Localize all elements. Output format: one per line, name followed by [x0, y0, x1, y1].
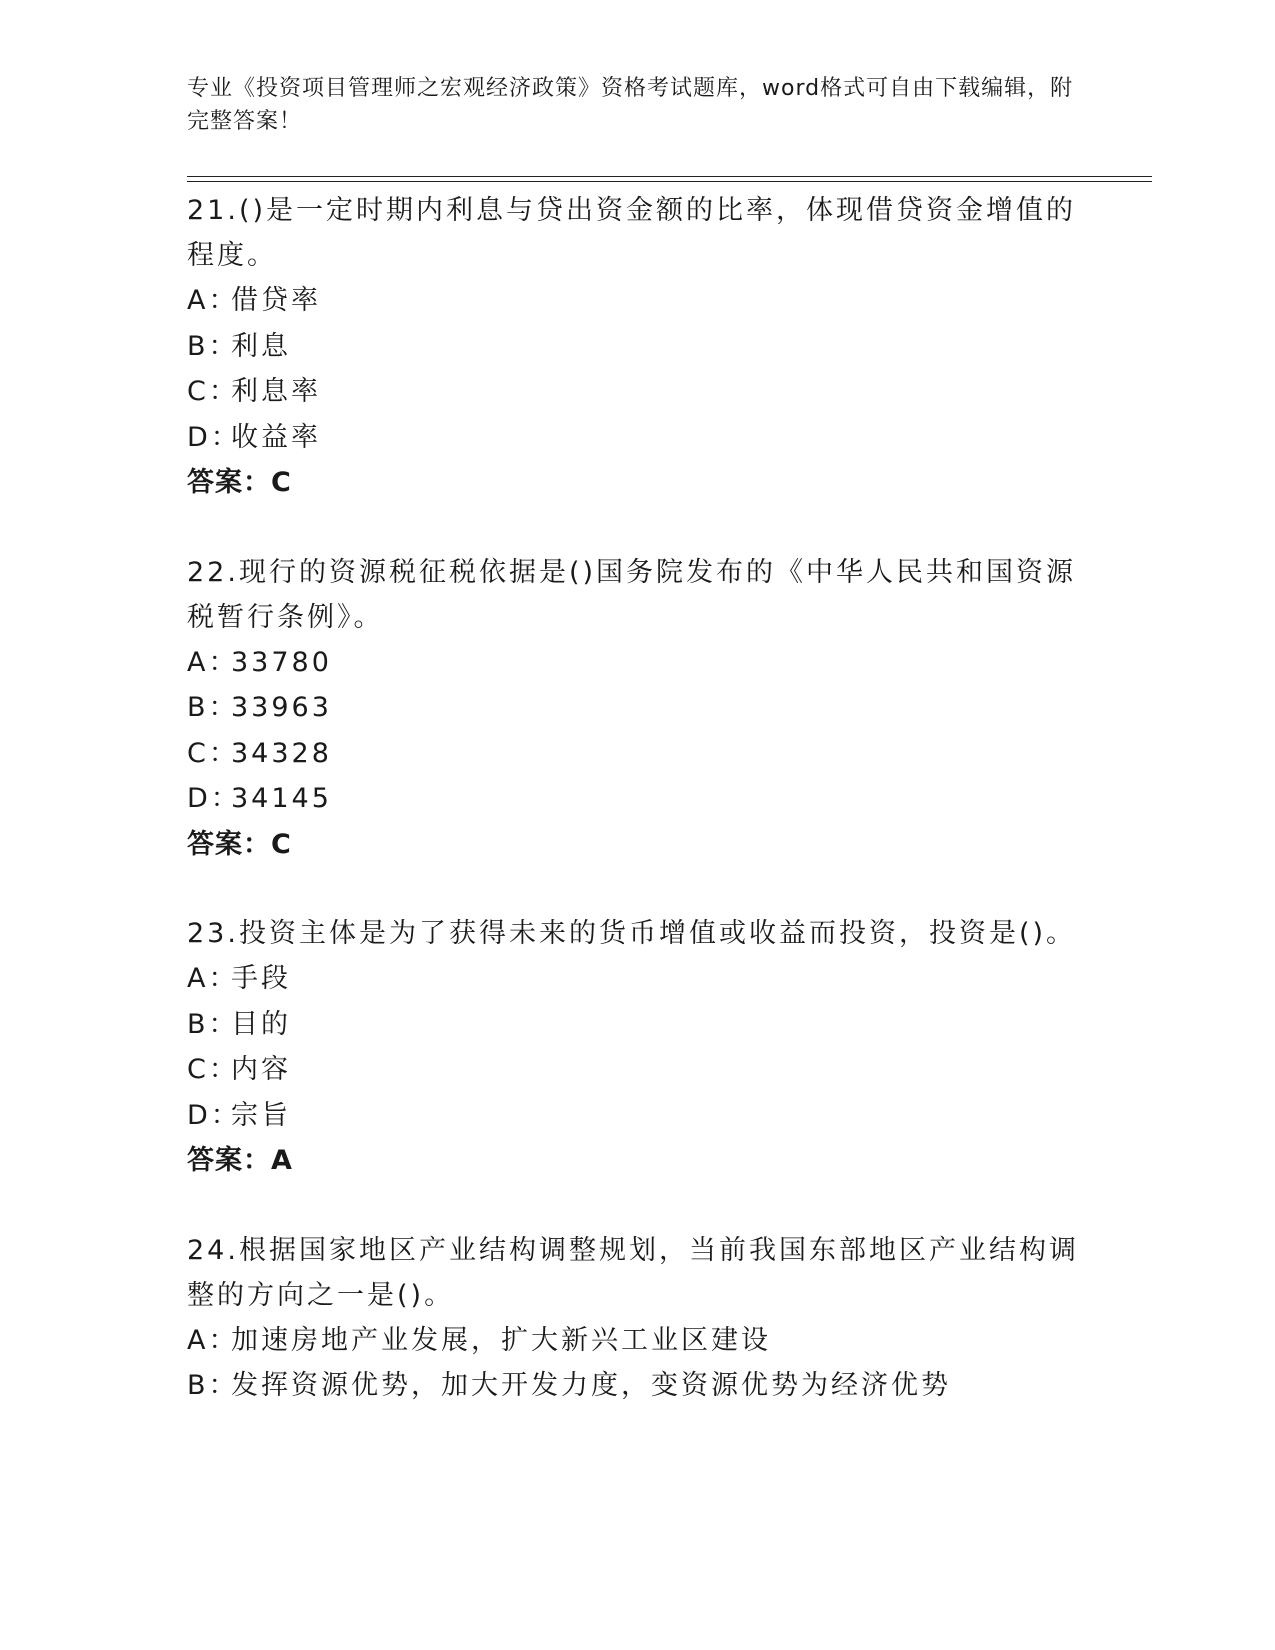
- option-text: 收益率: [231, 421, 321, 453]
- question-text: 21.()是一定时期内利息与贷出资金额的比率，体现借贷资金增值的程度。: [187, 195, 1077, 271]
- option-b: [187, 1002, 1087, 1048]
- option-letter: A：: [187, 285, 239, 316]
- header-divider-top: [187, 176, 1152, 177]
- option-text: 33780: [231, 646, 332, 678]
- option-text: 宗旨: [231, 1099, 291, 1131]
- option-d: [187, 776, 1087, 822]
- option-letter: A：: [187, 963, 239, 994]
- option-letter: D：: [187, 783, 241, 814]
- option-letter: B：: [187, 330, 239, 362]
- option-a: [187, 640, 1087, 686]
- option-text: 借贷率: [231, 285, 321, 316]
- option-text: 利息率: [231, 376, 321, 407]
- option-letter: C：: [187, 1054, 239, 1085]
- option-d: [187, 415, 1087, 461]
- question-22: [187, 550, 1087, 868]
- option-letter: B：: [187, 1008, 239, 1040]
- question-21: [187, 188, 1087, 506]
- option-letter: B：: [187, 692, 239, 723]
- option-text: 发挥资源优势，加大开发力度，变资源优势为经济优势: [231, 1370, 951, 1401]
- option-text: 33963: [231, 692, 332, 723]
- option-b: [187, 685, 1087, 731]
- header-divider-bottom: [187, 181, 1152, 182]
- option-a: [187, 278, 1087, 324]
- option-text: 目的: [231, 1008, 291, 1040]
- option-letter: A：: [187, 1324, 239, 1356]
- option-b: [187, 1363, 1087, 1409]
- question-spacer: [187, 506, 1087, 550]
- option-a: [187, 1318, 1087, 1364]
- option-letter: B：: [187, 1370, 239, 1401]
- option-text: 手段: [231, 963, 291, 994]
- option-text: 加速房地产业发展，扩大新兴工业区建设: [231, 1324, 771, 1356]
- question-list: [187, 188, 1087, 1409]
- answer-label: 答案：A: [187, 1145, 293, 1176]
- option-text: 内容: [231, 1054, 291, 1085]
- option-d: [187, 1093, 1087, 1139]
- option-c: [187, 1047, 1087, 1093]
- option-letter: D：: [187, 421, 241, 453]
- question-spacer: [187, 1184, 1087, 1228]
- option-c: [187, 369, 1087, 415]
- option-text: 34145: [231, 783, 332, 814]
- document-intro: 专业《投资项目管理师之宏观经济政策》资格考试题库，word格式可自由下载编辑，附完整答案！: [187, 76, 1074, 134]
- answer-label: 答案：C: [187, 828, 292, 860]
- option-letter: A：: [187, 646, 239, 678]
- question-spacer: [187, 867, 1087, 911]
- question-24: [187, 1228, 1087, 1409]
- option-letter: C：: [187, 376, 239, 407]
- answer-label: 答案：C: [187, 467, 292, 498]
- question-text: 22.现行的资源税征税依据是()国务院发布的《中华人民共和国资源税暂行条例》。: [187, 556, 1077, 633]
- question-23: [187, 911, 1087, 1184]
- option-letter: D：: [187, 1099, 241, 1131]
- option-a: [187, 956, 1087, 1002]
- option-letter: C：: [187, 737, 239, 769]
- option-text: 利息: [231, 330, 291, 362]
- option-text: 34328: [231, 737, 332, 769]
- question-text: 23.投资主体是为了获得未来的货币增值或收益而投资，投资是()。: [187, 918, 1077, 949]
- option-b: [187, 324, 1087, 370]
- option-c: [187, 731, 1087, 777]
- question-text: 24.根据国家地区产业结构调整规划，当前我国东部地区产业结构调整的方向之一是()。: [187, 1234, 1079, 1311]
